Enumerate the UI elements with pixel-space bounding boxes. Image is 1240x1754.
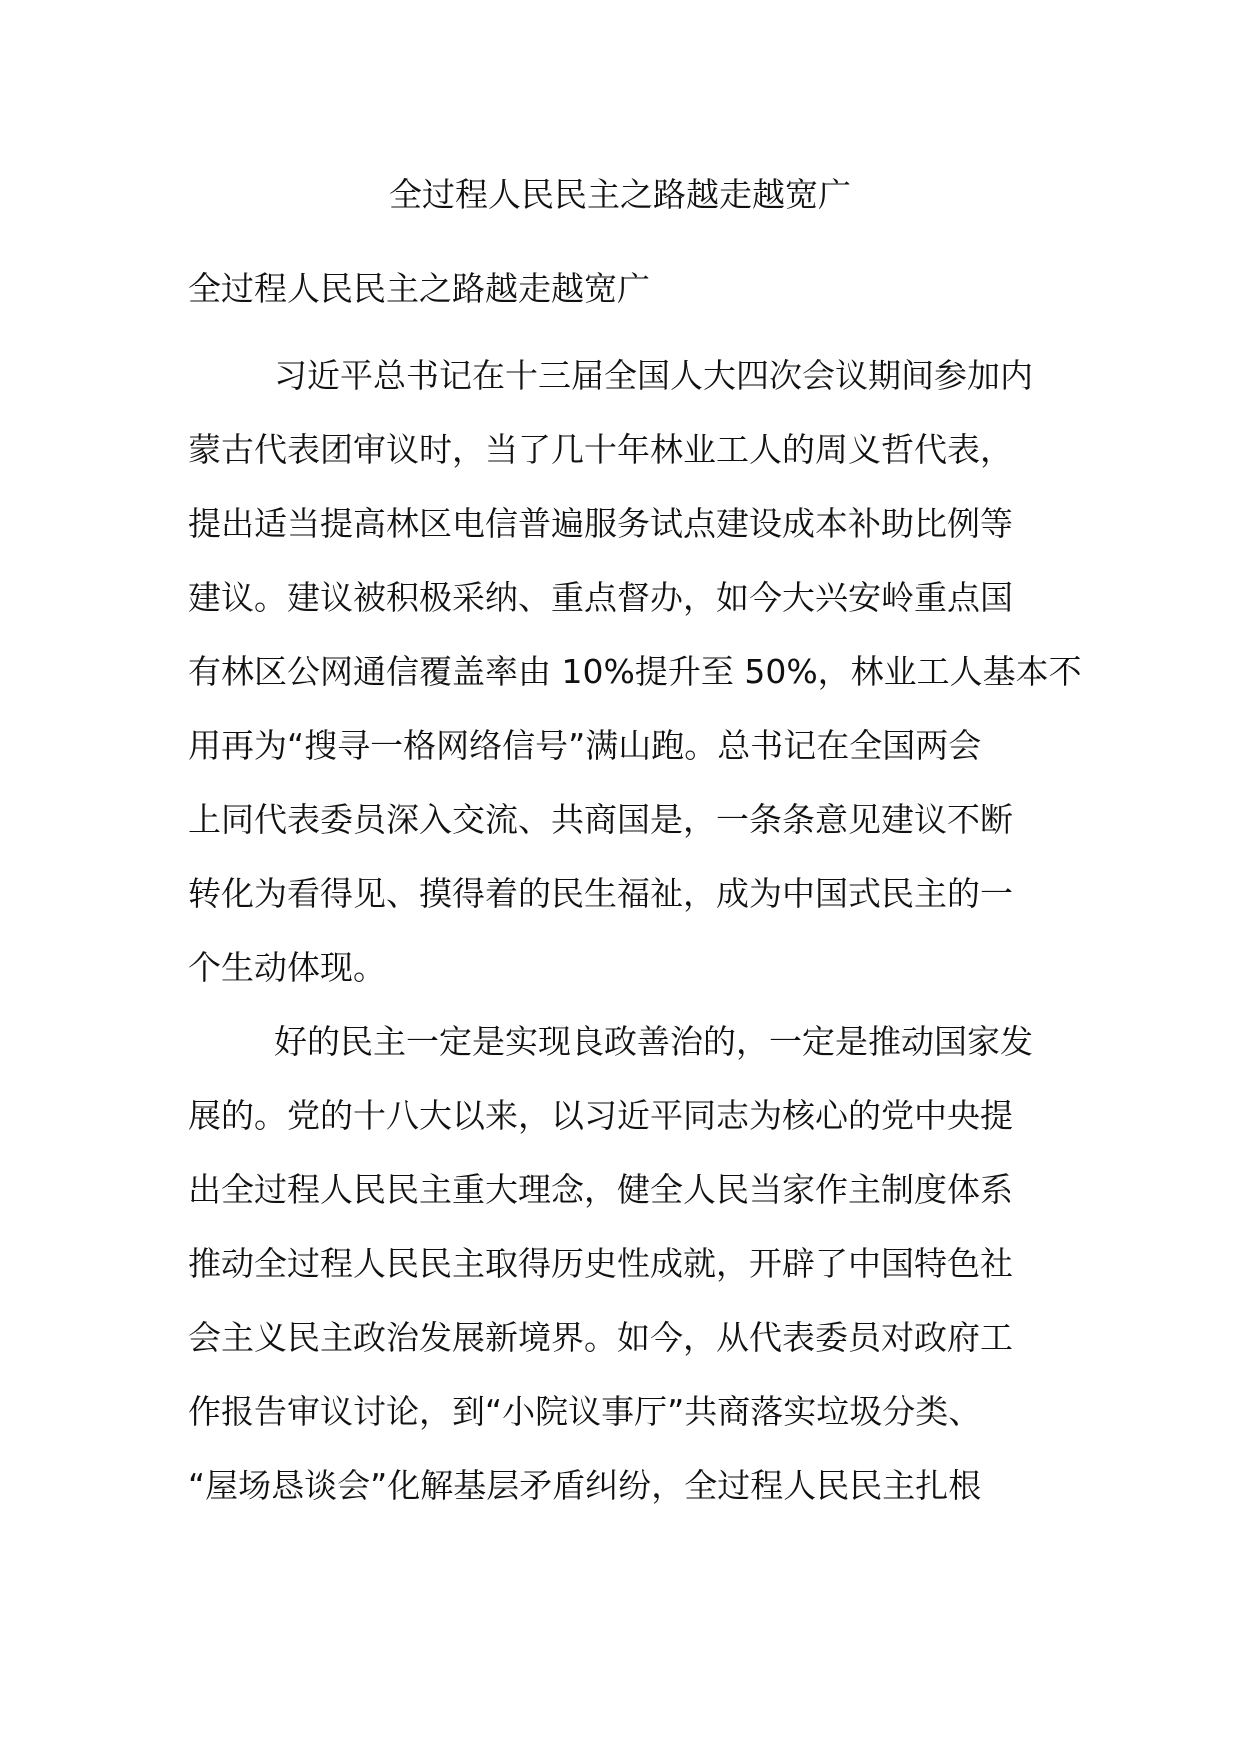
paragraph	[188, 339, 1082, 1005]
paragraph-line: 用再为“搜寻一格网络信号”满山跑。总书记在全国两会	[188, 726, 982, 765]
paragraph-line: 展的。党的十八大以来，以习近平同志为核心的党中央提	[188, 1096, 1013, 1135]
paragraph-line: “屋场恳谈会”化解基层矛盾纠纷，全过程人民民主扎根	[188, 1466, 982, 1505]
paragraph-line: 转化为看得见、摸得着的民生福祉，成为中国式民主的一	[188, 874, 1013, 913]
document-body	[188, 264, 1082, 1523]
paragraph-line: 出全过程人民民主重大理念，健全人民当家作主制度体系	[188, 1170, 1013, 1209]
paragraph-line: 作报告审议讨论，到“小院议事厅”共商落实垃圾分类、	[188, 1392, 982, 1431]
paragraph-line: 有林区公网通信覆盖率由 10%提升至 50%，林业工人基本不	[188, 652, 1082, 691]
paragraph-line: 上同代表委员深入交流、共商国是，一条条意见建议不断	[188, 800, 1013, 839]
paragraph-line: 习近平总书记在十三届全国人大四次会议期间参加内	[274, 356, 1033, 395]
paragraph-line: 建议。建议被积极采纳、重点督办，如今大兴安岭重点国	[188, 578, 1013, 617]
paragraph-line: 提出适当提高林区电信普遍服务试点建设成本补助比例等	[188, 504, 1013, 543]
paragraph-line: 好的民主一定是实现良政善治的，一定是推动国家发	[274, 1022, 1033, 1061]
paragraph-line: 蒙古代表团审议时，当了几十年林业工人的周义哲代表，	[188, 430, 1013, 469]
paragraph	[188, 1005, 1056, 1523]
paragraph-line: 推动全过程人民民主取得历史性成就，开辟了中国特色社	[188, 1244, 1013, 1283]
paragraph-line: 个生动体现。	[188, 948, 386, 987]
document-title: 全过程人民民主之路越走越宽广	[389, 175, 851, 214]
document-subtitle: 全过程人民民主之路越走越宽广	[188, 269, 650, 308]
paragraph-list	[188, 339, 1082, 1523]
paragraph-line: 会主义民主政治发展新境界。如今，从代表委员对政府工	[188, 1318, 1013, 1357]
